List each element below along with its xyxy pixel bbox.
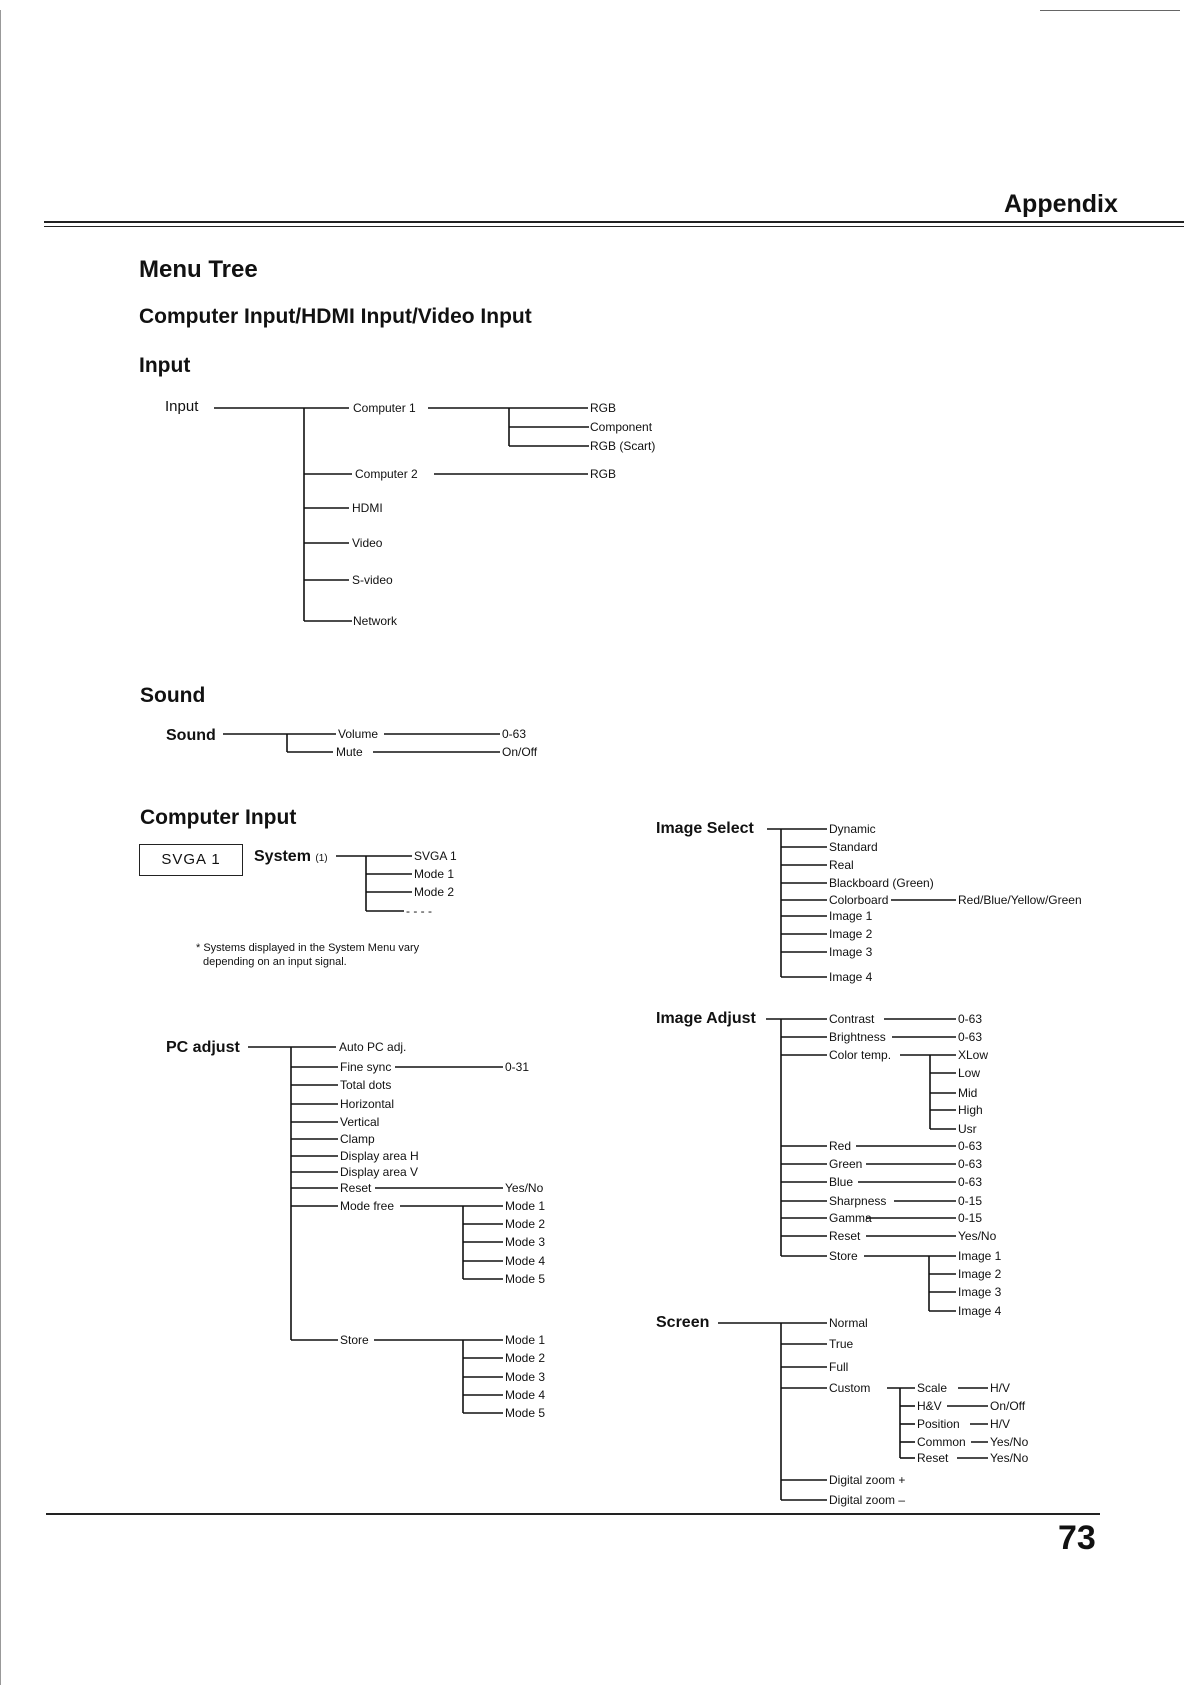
custom-position-node: Position: [917, 1417, 960, 1431]
network-node: Network: [353, 614, 398, 628]
vertical-node: Vertical: [340, 1115, 380, 1129]
green-node: Green: [829, 1157, 863, 1171]
select-image4-node: Image 4: [829, 970, 873, 984]
custom-reset-options: Yes/No: [990, 1451, 1029, 1465]
pc-reset-options: Yes/No: [505, 1181, 544, 1195]
fine-sync-range: 0-31: [505, 1060, 530, 1074]
color-temp-user: Usr: [958, 1122, 977, 1136]
select-image2-node: Image 2: [829, 927, 873, 941]
volume-node: Volume: [338, 727, 379, 741]
mode-free-2: Mode 2: [505, 1217, 546, 1231]
color-temp-mid: Mid: [958, 1086, 978, 1100]
computer2-rgb-node: RGB: [590, 467, 617, 481]
system-footnote-marker: (1): [315, 853, 328, 864]
contrast-range: 0-63: [958, 1012, 983, 1026]
system-label: System: [254, 848, 311, 865]
system-more-node: - - - -: [406, 904, 432, 918]
sharpness-range: 0-15: [958, 1194, 983, 1208]
green-range: 0-63: [958, 1157, 983, 1171]
gamma-range: 0-15: [958, 1211, 983, 1225]
screen-custom-node: Custom: [829, 1381, 871, 1395]
system-mode2-node: Mode 2: [414, 885, 455, 899]
pc-store-5: Mode 5: [505, 1406, 546, 1420]
page-title: Menu Tree: [139, 256, 258, 283]
custom-common-node: Common: [917, 1435, 966, 1449]
mode-free-node: Mode free: [340, 1199, 395, 1213]
signal-indicator-box: SVGA 1: [139, 844, 243, 876]
video-node: Video: [352, 536, 383, 550]
color-temp-node: Color temp.: [829, 1048, 892, 1062]
page-number: 73: [1058, 1519, 1096, 1557]
adjust-store-image2: Image 2: [958, 1267, 1002, 1281]
adjust-reset-node: Reset: [829, 1229, 861, 1243]
computer1-node: Computer 1: [353, 401, 416, 415]
image-select-root-label: Image Select: [656, 820, 754, 837]
mode-free-5: Mode 5: [505, 1272, 546, 1286]
select-image3-node: Image 3: [829, 945, 873, 959]
total-dots-node: Total dots: [340, 1078, 392, 1092]
custom-scale-node: Scale: [917, 1381, 948, 1395]
system-mode1-node: Mode 1: [414, 867, 455, 881]
colorboard-node: Colorboard: [829, 893, 889, 907]
red-node: Red: [829, 1139, 852, 1153]
pc-store-3: Mode 3: [505, 1370, 546, 1384]
blue-range: 0-63: [958, 1175, 983, 1189]
pc-store-4: Mode 4: [505, 1388, 546, 1402]
system-note-line2: depending on an input signal.: [203, 956, 347, 968]
digital-zoom-plus-node: Digital zoom +: [829, 1473, 906, 1487]
computer1-scart-node: RGB (Scart): [590, 439, 656, 453]
colorboard-options: Red/Blue/Yellow/Green: [958, 893, 1082, 907]
screen-root-label: Screen: [656, 1314, 710, 1331]
custom-common-options: Yes/No: [990, 1435, 1029, 1449]
pc-store-node: Store: [340, 1333, 369, 1347]
custom-hv-node: H&V: [917, 1399, 942, 1413]
adjust-store-image1: Image 1: [958, 1249, 1002, 1263]
custom-hv-options: On/Off: [990, 1399, 1026, 1413]
custom-reset-node: Reset: [917, 1451, 949, 1465]
adjust-store-image4: Image 4: [958, 1304, 1002, 1318]
image-adjust-root-label: Image Adjust: [656, 1010, 756, 1027]
system-root-label: [254, 848, 328, 868]
pc-store-1: Mode 1: [505, 1333, 546, 1347]
clamp-node: Clamp: [340, 1132, 375, 1146]
horizontal-node: Horizontal: [340, 1097, 395, 1111]
adjust-store-node: Store: [829, 1249, 858, 1263]
heading-computer-input: Computer Input: [140, 806, 297, 829]
dynamic-node: Dynamic: [829, 822, 876, 836]
screen-full-node: Full: [829, 1360, 849, 1374]
adjust-store-image3: Image 3: [958, 1285, 1002, 1299]
screen-true-node: True: [829, 1337, 854, 1351]
computer2-node: Computer 2: [355, 467, 418, 481]
sharpness-node: Sharpness: [829, 1194, 887, 1208]
real-node: Real: [829, 858, 854, 872]
volume-range: 0-63: [502, 727, 527, 741]
mode-free-4: Mode 4: [505, 1254, 546, 1268]
computer1-rgb-node: RGB: [590, 401, 617, 415]
pc-store-2: Mode 2: [505, 1351, 546, 1365]
red-range: 0-63: [958, 1139, 983, 1153]
adjust-reset-options: Yes/No: [958, 1229, 997, 1243]
display-area-v-node: Display area V: [340, 1165, 419, 1179]
select-image1-node: Image 1: [829, 909, 873, 923]
digital-zoom-minus-node: Digital zoom –: [829, 1493, 906, 1507]
fine-sync-node: Fine sync: [340, 1060, 392, 1074]
heading-sound: Sound: [140, 684, 206, 707]
pc-adjust-root-label: PC adjust: [166, 1039, 240, 1056]
gamma-node: Gamma: [829, 1211, 872, 1225]
pc-reset-node: Reset: [340, 1181, 372, 1195]
sound-root-label: Sound: [166, 727, 216, 744]
svideo-node: S-video: [352, 573, 393, 587]
system-svga1-node: SVGA 1: [414, 849, 457, 863]
color-temp-high: High: [958, 1103, 983, 1117]
input-root-label: Input: [165, 398, 199, 415]
display-area-h-node: Display area H: [340, 1149, 419, 1163]
brightness-node: Brightness: [829, 1030, 886, 1044]
custom-position-options: H/V: [990, 1417, 1011, 1431]
mute-node: Mute: [336, 745, 363, 759]
section-title: Appendix: [1004, 190, 1118, 218]
color-temp-low: Low: [958, 1066, 981, 1080]
system-note-line1: * Systems displayed in the System Menu vary: [196, 942, 420, 954]
standard-node: Standard: [829, 840, 878, 854]
mode-free-1: Mode 1: [505, 1199, 546, 1213]
screen-normal-node: Normal: [829, 1316, 868, 1330]
color-temp-xlow: XLow: [958, 1048, 989, 1062]
brightness-range: 0-63: [958, 1030, 983, 1044]
blackboard-node: Blackboard (Green): [829, 876, 934, 890]
mute-options: On/Off: [502, 745, 538, 759]
computer1-component-node: Component: [590, 420, 653, 434]
auto-pc-adj-node: Auto PC adj.: [339, 1040, 407, 1054]
custom-scale-options: H/V: [990, 1381, 1011, 1395]
contrast-node: Contrast: [829, 1012, 875, 1026]
blue-node: Blue: [829, 1175, 854, 1189]
hdmi-node: HDMI: [352, 501, 383, 515]
mode-free-3: Mode 3: [505, 1235, 546, 1249]
subtitle: Computer Input/HDMI Input/Video Input: [139, 305, 532, 328]
heading-input: Input: [139, 354, 191, 377]
